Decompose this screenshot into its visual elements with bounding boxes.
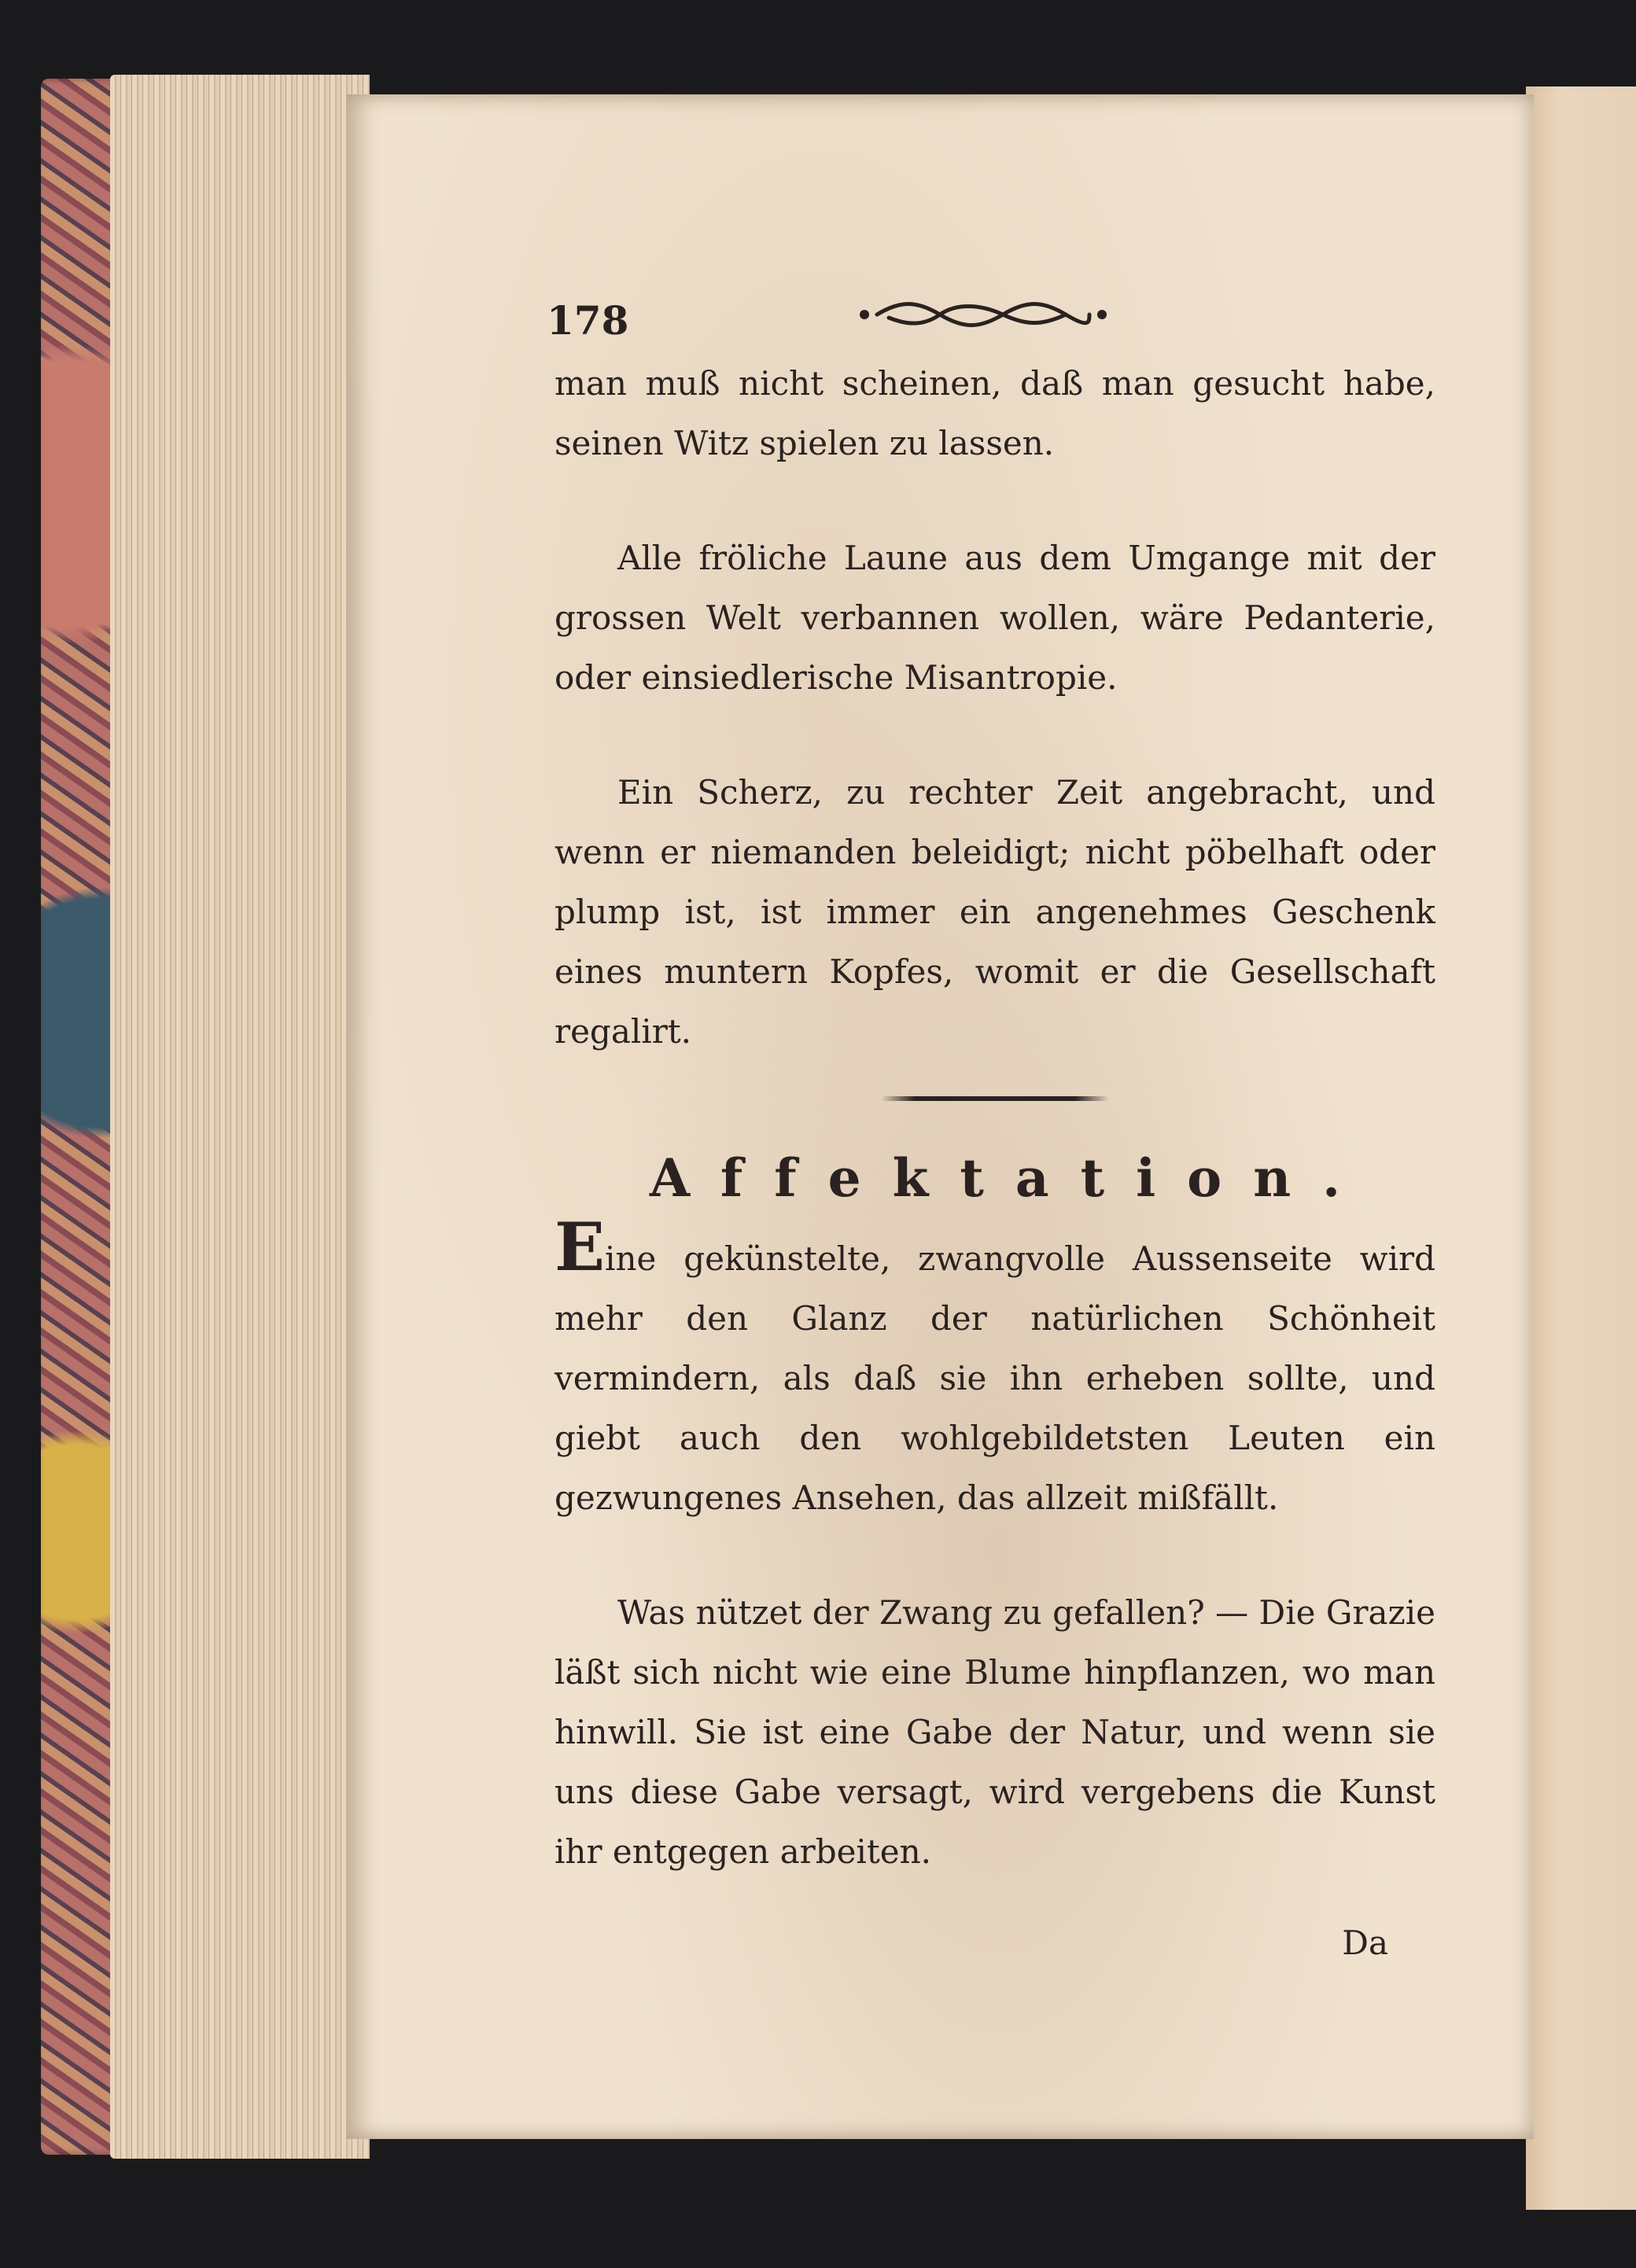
page-block-edges [110, 75, 370, 2159]
page-header [547, 283, 1435, 354]
section-divider-rule [881, 1096, 1109, 1101]
paragraph-1: man muß nicht scheinen, daß man gesucht habe, seinen Witz spielen zu lassen. [555, 364, 1435, 462]
paragraph-4 [555, 1208, 1435, 1528]
wavy-ornament-icon [853, 299, 1113, 330]
page-text-block [547, 283, 1435, 1973]
facing-page-edge [1526, 87, 1636, 2210]
book-page [346, 94, 1534, 2139]
drop-cap-letter: E [555, 1208, 606, 1286]
paragraph-4-text: ine gekünstelte, zwangvolle Aussenseite wird mehr den Glanz der natürlichen Schönheit vermindern, als daß sie ihn erheben sollte, und giebt auch den wohlgebildetsten Leuten ein gezwungenes Ansehen, das allzeit mißfällt. [555, 1239, 1435, 1517]
page-number: 178 [547, 297, 629, 344]
paragraph-5: Was nützet der Zwang zu gefallen? — Die Grazie läßt sich nicht wie eine Blume hinpflanzen, wo man hinwill. Sie ist eine Gabe der Natur, und wenn sie uns diese Gabe versagt, wird vergebens die Kunst ihr entgegen arbeiten. [555, 1593, 1435, 1871]
paragraph-2: Alle fröliche Laune aus dem Umgange mit der grossen Welt verbannen wollen, wäre Pedanterie, oder einsiedlerische Misantropie. [555, 539, 1435, 697]
paragraph-3: Ein Scherz, zu rechter Zeit angebracht, und wenn er niemanden beleidigt; nicht pöbelhaft oder plump ist, ist immer ein angenehmes Geschenk eines muntern Kopfes, womit er die Gesellschaft regalirt. [555, 773, 1435, 1051]
section-heading: Affektation. [649, 1147, 1373, 1209]
catchword: Da [1342, 1924, 1388, 1962]
